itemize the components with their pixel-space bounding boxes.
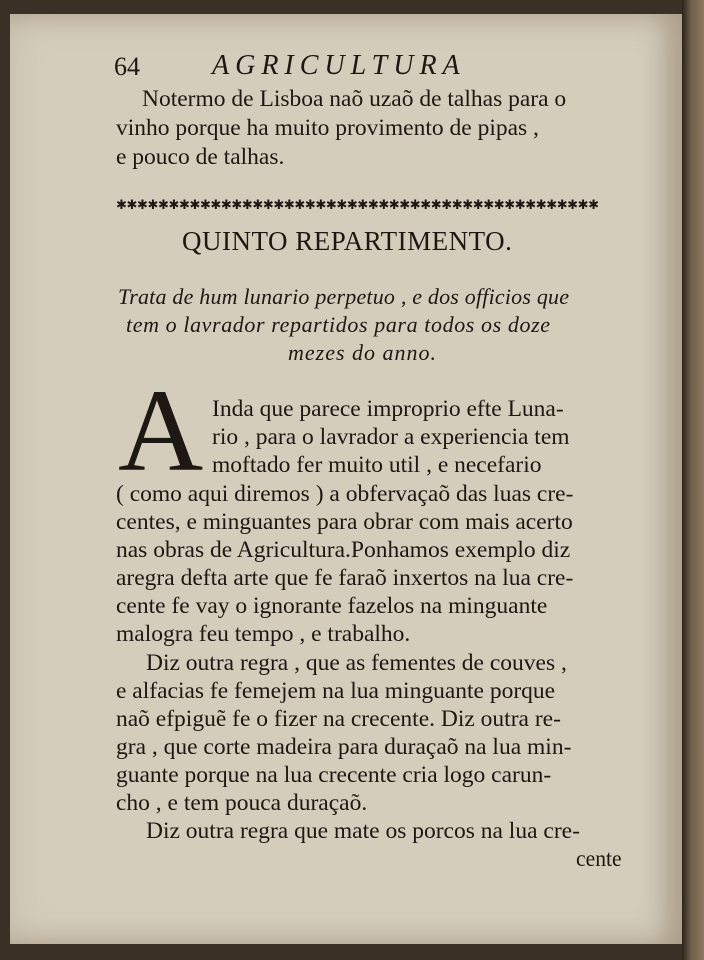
body-line: centes, e minguantes para obrar com mais acerto	[116, 509, 573, 535]
drop-cap: A	[118, 365, 204, 496]
body-line: moftado fer muito util , e necefario	[212, 452, 542, 478]
body-line: ( como aqui diremos ) a obfervaçaõ das luas cre-	[116, 481, 574, 507]
section-heading: QUINTO REPARTIMENTO.	[182, 226, 513, 256]
body-line: guante porque na lua crecente cria logo carun-	[116, 762, 552, 788]
intro-line: e pouco de talhas.	[116, 144, 285, 170]
summary-line: tem o lavrador repartidos para todos os doze	[126, 312, 551, 337]
page-number: 64	[114, 52, 140, 81]
body-line: cente fe vay o ignorante fazelos na minguante	[116, 593, 548, 619]
body-line: gra , que corte madeira para duraçaõ na lua min-	[116, 734, 572, 760]
body-line: naõ efpiguẽ fe o fizer na crecente. Diz outra re-	[116, 706, 561, 732]
body-line: nas obras de Agricultura.Ponhamos exemplo diz	[116, 537, 571, 563]
body-line: rio , para o lavrador a experiencia tem	[212, 424, 570, 450]
running-title: AGRICULTURA	[212, 50, 466, 81]
body-line: Diz outra regra , que as fementes de couves ,	[146, 650, 567, 676]
body-line: cho , e tem pouca duraçaõ.	[116, 790, 368, 816]
book-spine-edge	[682, 0, 704, 960]
body-line: Inda que parece improprio efte Luna-	[212, 396, 564, 422]
intro-line: Notermo de Lisboa naõ uzaõ de talhas para o	[142, 86, 567, 112]
intro-line: vinho porque ha muito provimento de pipas ,	[116, 115, 539, 141]
body-line: cente	[576, 846, 622, 872]
summary-line: mezes do anno.	[288, 340, 438, 365]
body-line: aregra defta arte que fe faraõ inxertos na lua cre-	[116, 565, 574, 591]
body-line: Diz outra regra que mate os porcos na lua cre-	[146, 818, 580, 844]
ornament-rule: ✱✱✱✱✱✱✱✱✱✱✱✱✱✱✱✱✱✱✱✱✱✱✱✱✱✱✱✱✱✱✱✱✱✱✱✱✱✱✱✱✱✱✱✱✱✱	[116, 198, 599, 213]
body-line: malogra feu tempo , e trabalho.	[116, 621, 411, 647]
summary-line: Trata de hum lunario perpetuo , e dos officios que	[118, 284, 570, 309]
body-line: e alfacias fe femejem na lua minguante porque	[116, 678, 556, 704]
